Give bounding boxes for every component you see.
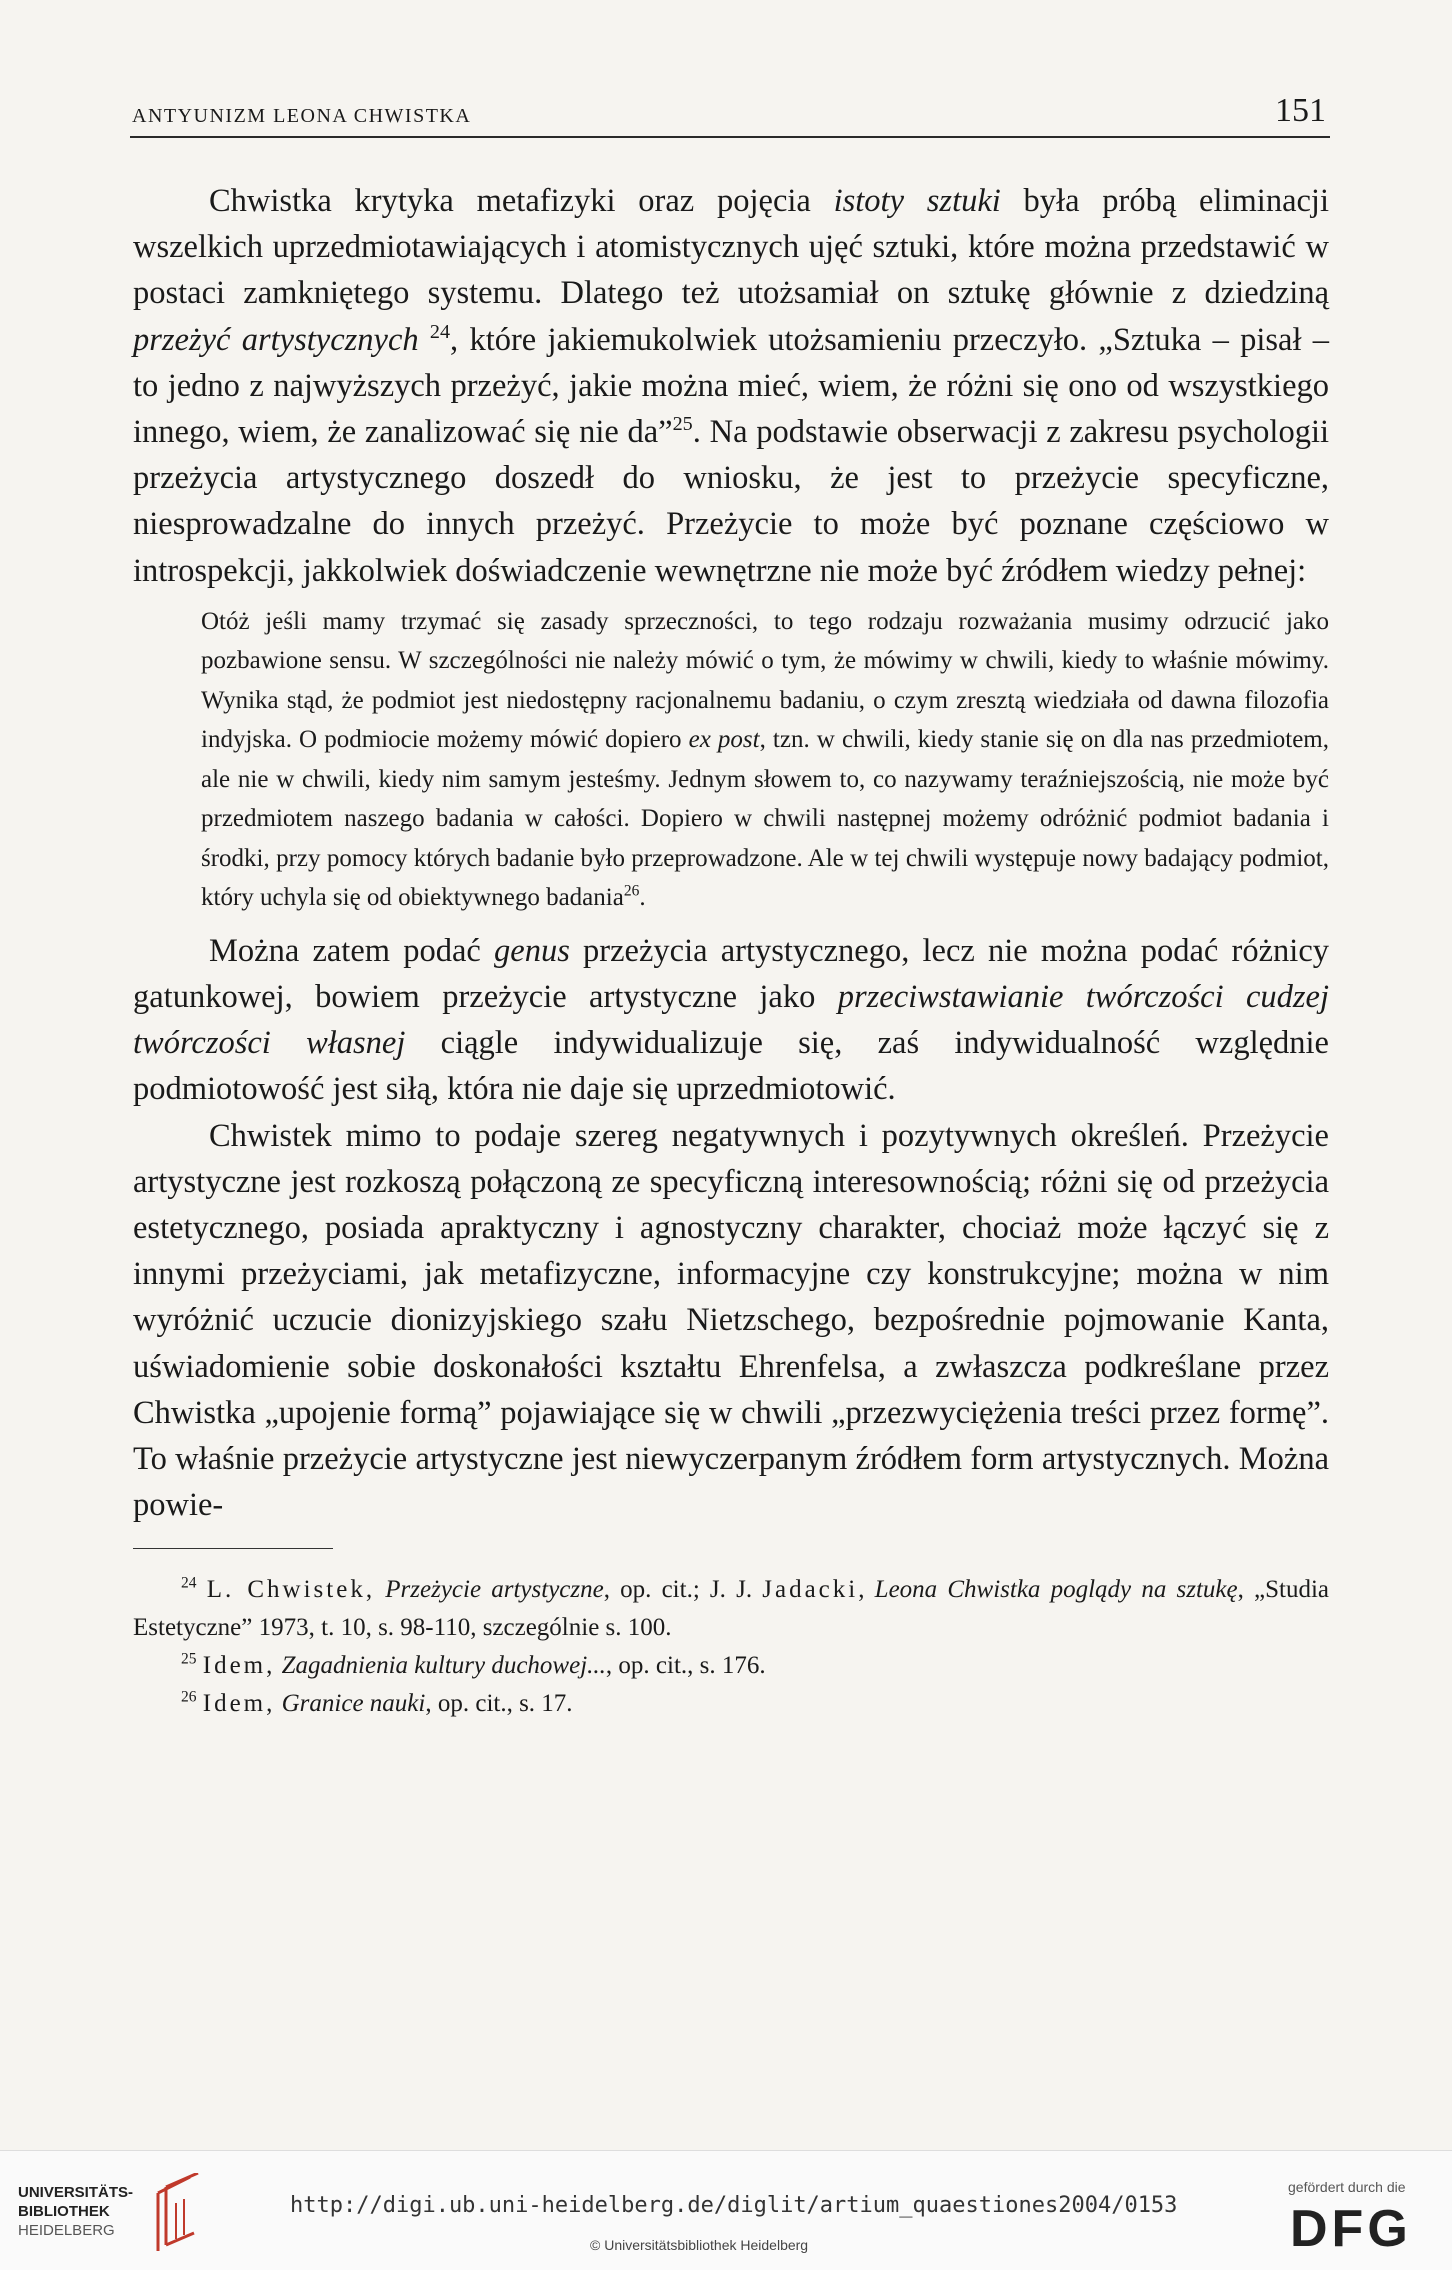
italic-term: przeżyć artystycznych <box>133 321 419 358</box>
library-name-line: BIBLIOTHEK <box>18 2203 110 2220</box>
footnote-title: Leona Chwistka poglądy na sztukę <box>874 1576 1238 1604</box>
body-text <box>133 178 1329 1723</box>
footnote-number: 24 <box>181 1575 197 1593</box>
paragraph-1 <box>133 178 1329 594</box>
permalink-url[interactable]: http://digi.ub.uni-heidelberg.de/diglit/artium_quaestiones2004/0153 <box>290 2193 1178 2218</box>
text-run: , które jakiemukolwiek utożsamieniu przeczyło. „Sztuka – pisał – to jedno z najwyższych przeżyć, jakie można mieć, wiem, że różni się ono od wszystkiego innego, wiem, że zanalizować się nie da” <box>133 321 1329 451</box>
footnote-26 <box>133 1685 1329 1723</box>
italic-term: ex post <box>688 726 760 754</box>
footnote-author: L. Chwistek, <box>206 1576 376 1604</box>
footnote-title: Granice nauki <box>281 1690 426 1718</box>
text-run: . Na podstawie obserwacji z zakresu psychologii przeżycia artystycznego doszedł do wniosku, że jest to przeżycie specyficzne, niesprowadzalne do innych przeżyć. Przeżycie to może być poznane częściowo w introspekcji, jakkolwiek doświadczenie wewnętrzne nie może być źródłem wiedzy pełnej: <box>133 414 1330 589</box>
footnote-ref-25[interactable]: 25 <box>672 413 693 436</box>
text-run: , op. cit., s. 17. <box>425 1690 573 1718</box>
footnote-number: 26 <box>181 1689 197 1707</box>
italic-term: genus <box>494 932 570 969</box>
text-run: Można zatem podać <box>209 932 495 969</box>
text-run: , „Studia Estetyczne” 1973, t. 10, s. 98-110, szczególnie s. 100. <box>133 1576 1330 1642</box>
italic-term: istoty sztuki <box>833 183 1001 219</box>
page-number: 151 <box>1275 92 1326 129</box>
text-run <box>419 322 430 358</box>
italic-term: przeciwstawianie twórczości cudzej twórczości własnej <box>133 979 1329 1062</box>
footnote-25 <box>133 1647 1329 1685</box>
text-run: , <box>858 1576 875 1604</box>
text-run: ciągle indywidualizuje się, zaś indywidualność względnie podmiotowość jest siłą, która nie daje się uprzedmiotowić. <box>133 1025 1329 1108</box>
footnote-author: Idem, <box>202 1652 276 1680</box>
text-run: Chwistka krytyka metafizyki oraz pojęcia <box>209 183 834 219</box>
paragraph-2 <box>133 928 1329 1113</box>
footnote-title: Przeżycie artystyczne <box>385 1576 604 1604</box>
text-run: . <box>639 884 646 912</box>
footnote-divider <box>133 1548 333 1549</box>
viewer-footer <box>0 2150 1452 2270</box>
text-run: , op. cit., s. 176. <box>605 1652 766 1680</box>
text-run: Otóż jeśli mamy trzymać się zasady sprzeczności, to tego rodzaju rozważania musimy odrzucić jako pozbawione sensu. W szczególności nie należy mówić o tym, że mówimy w chwili, kiedy to właśnie mówimy. Wynika stąd, że podmiot jest niedostępny racjonalnemu badaniu, o czym zresztą wiedziała od dawna filozofia indyjska. O podmiocie możemy mówić dopiero <box>201 607 1329 754</box>
footnote-author: Idem, <box>202 1690 276 1718</box>
library-logo[interactable] <box>18 2183 133 2240</box>
library-name-line: HEIDELBERG <box>18 2222 115 2239</box>
footnote-24 <box>133 1571 1329 1647</box>
footnotes <box>133 1571 1329 1723</box>
funding-note: gefördert durch die <box>1288 2179 1406 2195</box>
running-header <box>130 88 1330 138</box>
running-title: ANTYUNIZM LEONA CHWISTKA <box>132 105 472 127</box>
block-quote <box>201 602 1329 918</box>
text-run: przeżycia artystycznego, lecz nie można podać różnicy gatunkowej, bowiem przeżycie artystyczne jako <box>133 932 1330 1016</box>
footnote-author: Jadacki <box>762 1576 859 1604</box>
library-emblem-icon <box>150 2173 206 2257</box>
footnote-number: 25 <box>181 1651 197 1669</box>
footnote-ref-26[interactable]: 26 <box>623 883 640 900</box>
text-run: była próbą eliminacji wszelkich uprzedmiotawiających i atomistycznych ujęć sztuki, które można przedstawić w postaci zamkniętego systemu. Dlatego też utożsamiał on sztukę głównie z dziedziną <box>133 183 1329 312</box>
footnote-ref-24[interactable]: 24 <box>429 320 451 343</box>
copyright-notice: © Universitätsbibliothek Heidelberg <box>590 2237 809 2253</box>
dfg-logo[interactable]: DFG <box>1290 2200 1412 2258</box>
text-run: , tzn. w chwili, kiedy stanie się on dla nas przedmiotem, ale nie w chwili, kiedy nim samym jesteśmy. Jednym słowem to, co nazywamy teraźniejszością, nie może być przedmiotem naszego badania w całości. Dopiero w chwili następnej możemy odróżnić podmiot badania i środki, przy pomocy których badanie było przeprowadzone. Ale w tej chwili występuje nowy badający podmiot, który uchyla się od obiektywnego badania <box>201 726 1329 912</box>
paragraph-3: Chwistek mimo to podaje szereg negatywnych i pozytywnych określeń. Przeżycie artystyczne jest rozkoszą połączoną ze specyficzną interesownością; różni się od przeżycia estetycznego, posiada apraktyczny i agnostyczny charakter, chociaż może łączyć się z innymi przeżyciami, jak metafizyczne, informacyjne czy konstrukcyjne; można w nim wyróżnić uczucie dionizyjskiego szału Nietzschego, bezpośrednie pojmowanie Kanta, uświadomienie sobie doskonałości kształtu Ehrenfelsa, a zwłaszcza podkreślane przez Chwistka „upojenie formą” pojawiające się w chwili „przezwyciężenia treści przez formę”. To właśnie przeżycie artystyczne jest niewyczerpanym źródłem form artystycznych. Można powie- <box>133 1117 1329 1524</box>
library-name-line: UNIVERSITÄTS- <box>18 2184 134 2201</box>
footnote-title: Zagadnienia kultury duchowej... <box>281 1652 606 1680</box>
text-run: , op. cit.; J. J. <box>603 1576 763 1604</box>
